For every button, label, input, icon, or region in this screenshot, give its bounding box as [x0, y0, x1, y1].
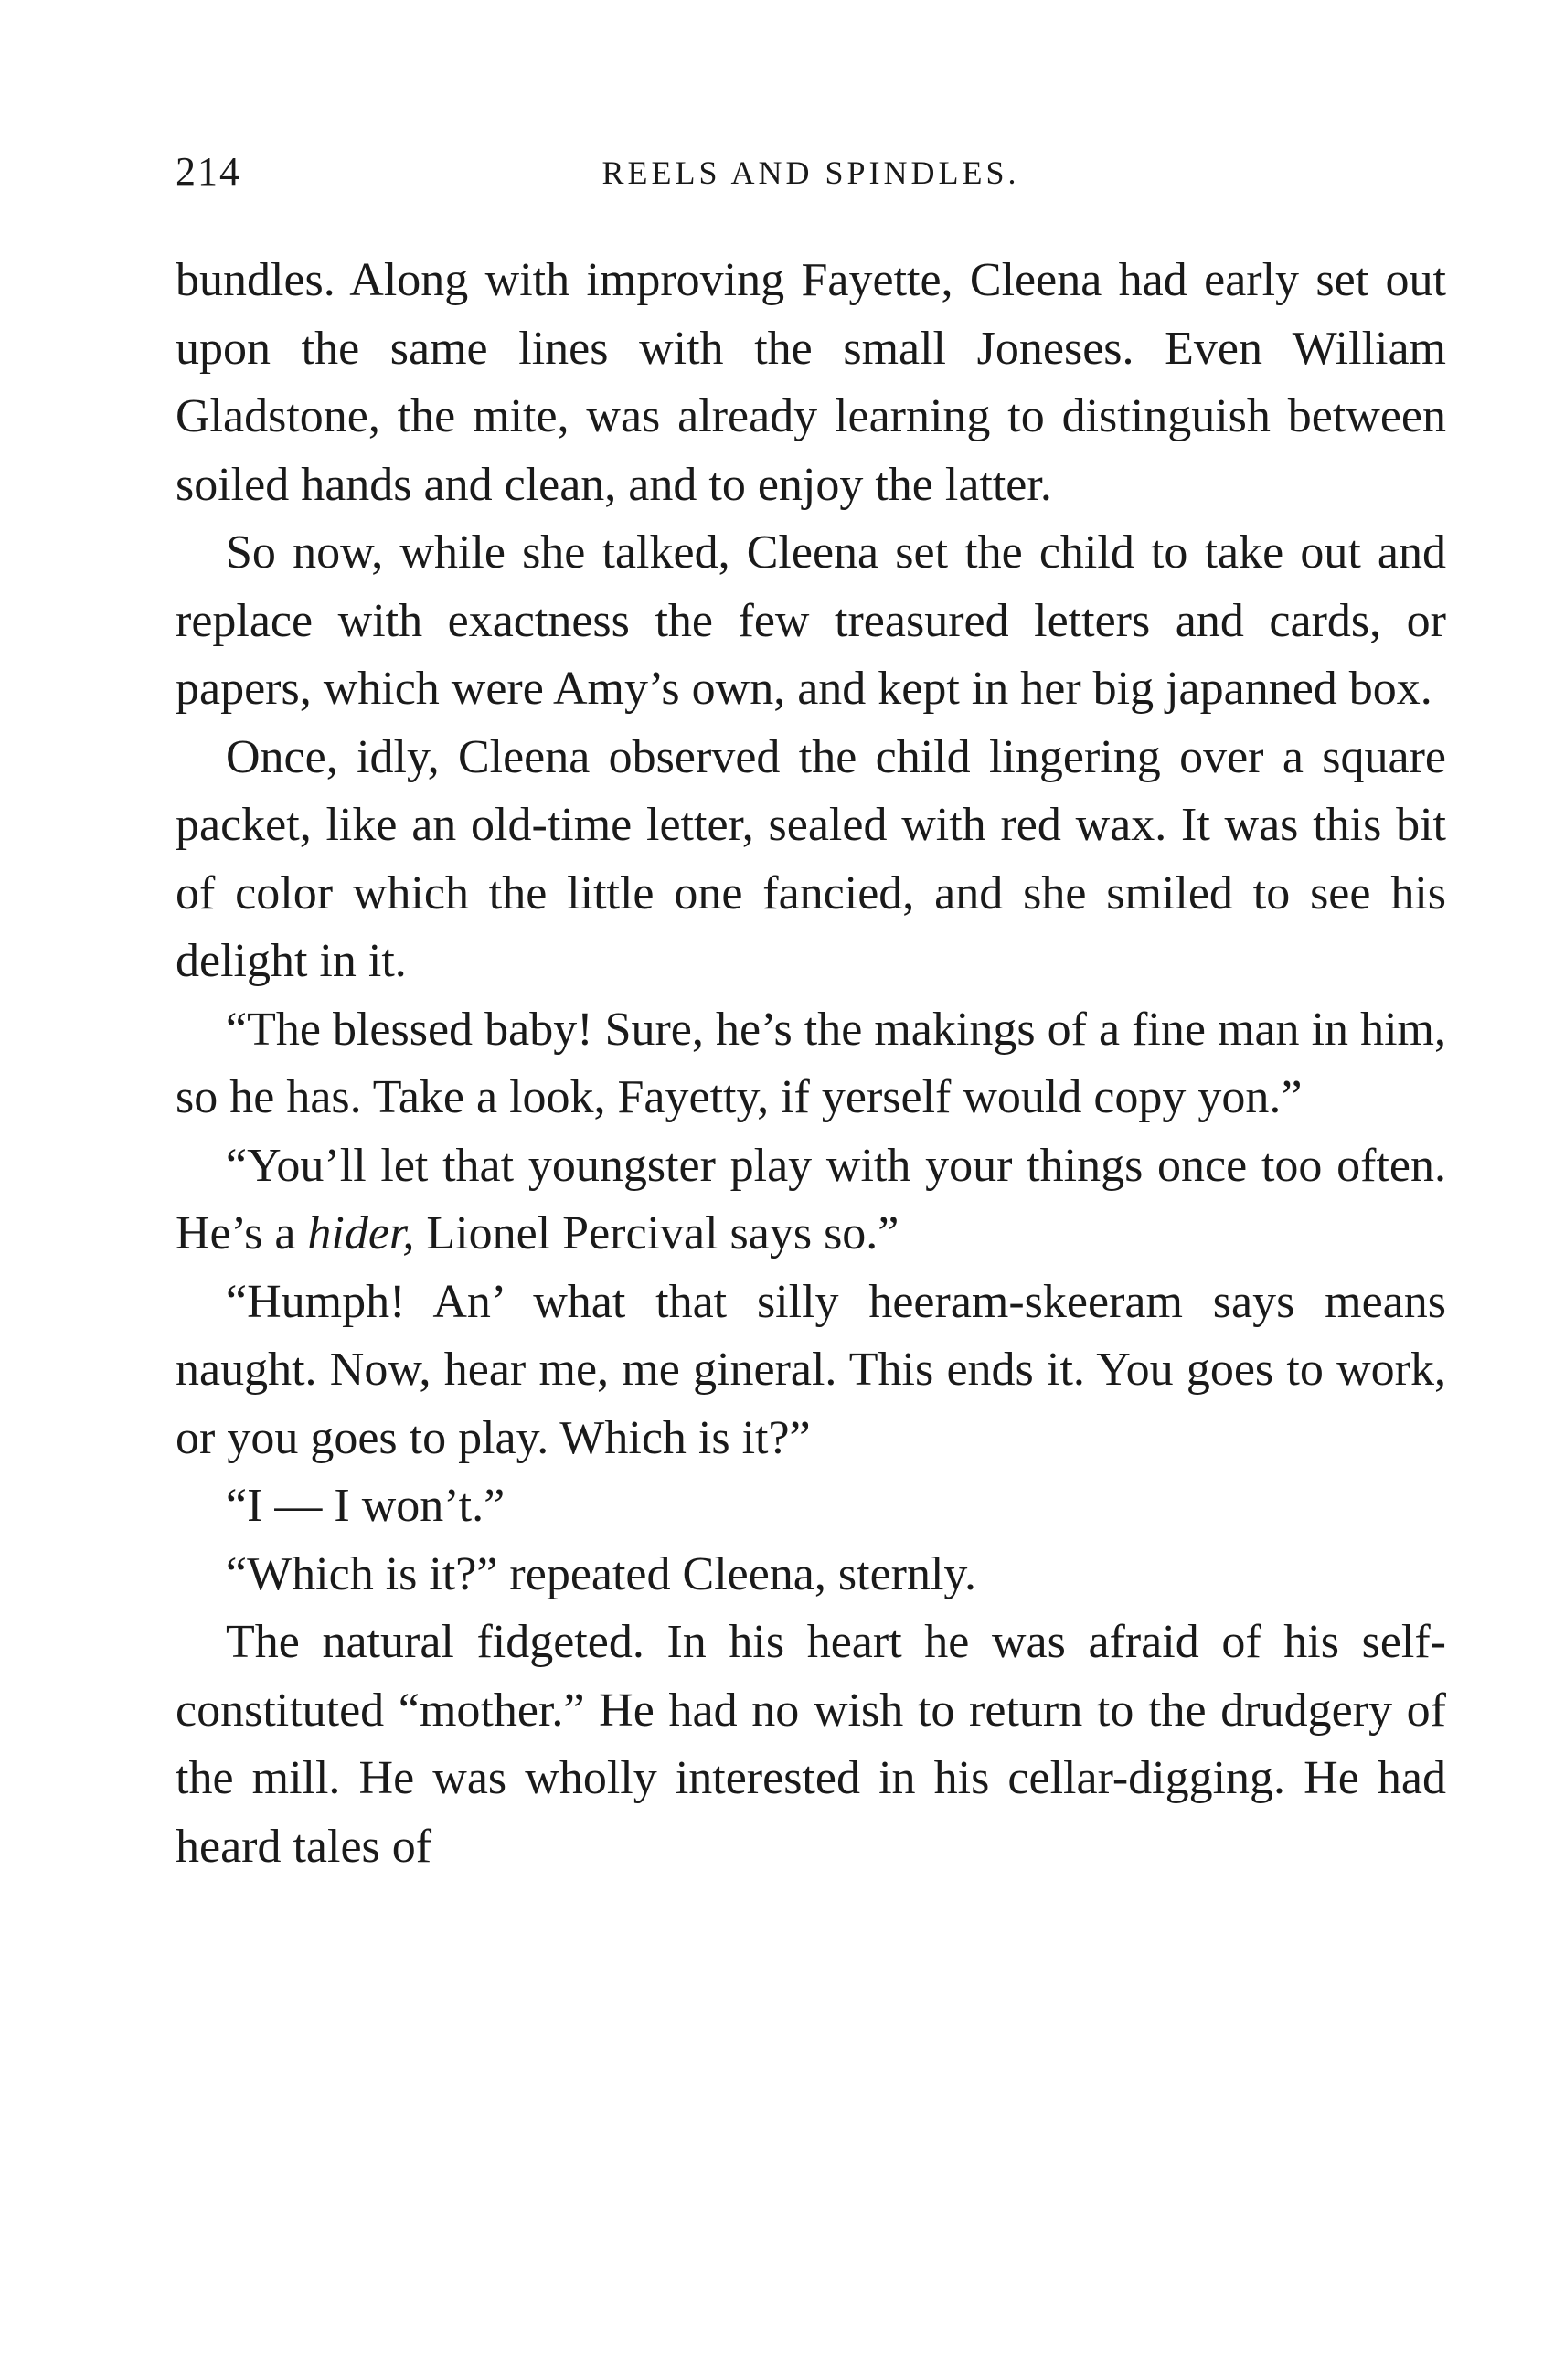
- paragraph: bundles. Along with improving Fayette, Cleena had early set out upon the same lines with the small Joneses. Even William Gladstone, the mite, was already learning to distinguish between soiled hands and clean, and to enjoy the latter.: [176, 254, 1446, 511]
- paragraph: So now, while she talked, Cleena set the child to take out and replace with exactness the few treasured letters and cards, or papers, which were Amy’s own, and kept in her big japanned box.: [176, 526, 1446, 715]
- page-header: [176, 148, 1446, 203]
- paragraph: “Humph! An’ what that silly heeram-skeeram says means naught. Now, hear me, me gineral. This ends it. You goes to work, or you goes to play. Which is it?”: [176, 1275, 1446, 1464]
- italic-word: hider,: [307, 1207, 415, 1259]
- paragraph: The natural fidgeted. In his heart he was afraid of his self-constituted “mother.” He had no wish to return to the drudgery of the mill. He was wholly interested in his cellar-digging. He had heard tales of: [176, 1616, 1446, 1873]
- paragraph: “You’ll let that youngster play with your things once too often. He’s a hider, Lionel Percival says so.”: [176, 1139, 1446, 1259]
- paragraph: “I — I won’t.”: [226, 1480, 506, 1532]
- body-text: [176, 247, 1446, 1881]
- running-head: REELS AND SPINDLES.: [601, 154, 1020, 191]
- paragraph: Once, idly, Cleena observed the child lingering over a square packet, like an old-time letter, sealed with red wax. It was this bit of color which the little one fancied, and she smiled to see his delight in it.: [176, 730, 1446, 987]
- page-number: 214: [176, 149, 241, 194]
- paragraph: “Which is it?” repeated Cleena, sternly.: [226, 1547, 977, 1600]
- paragraph: “The blessed baby! Sure, he’s the makings of a fine man in him, so he has. Take a look, Fayetty, if yerself would copy yon.”: [176, 1003, 1446, 1123]
